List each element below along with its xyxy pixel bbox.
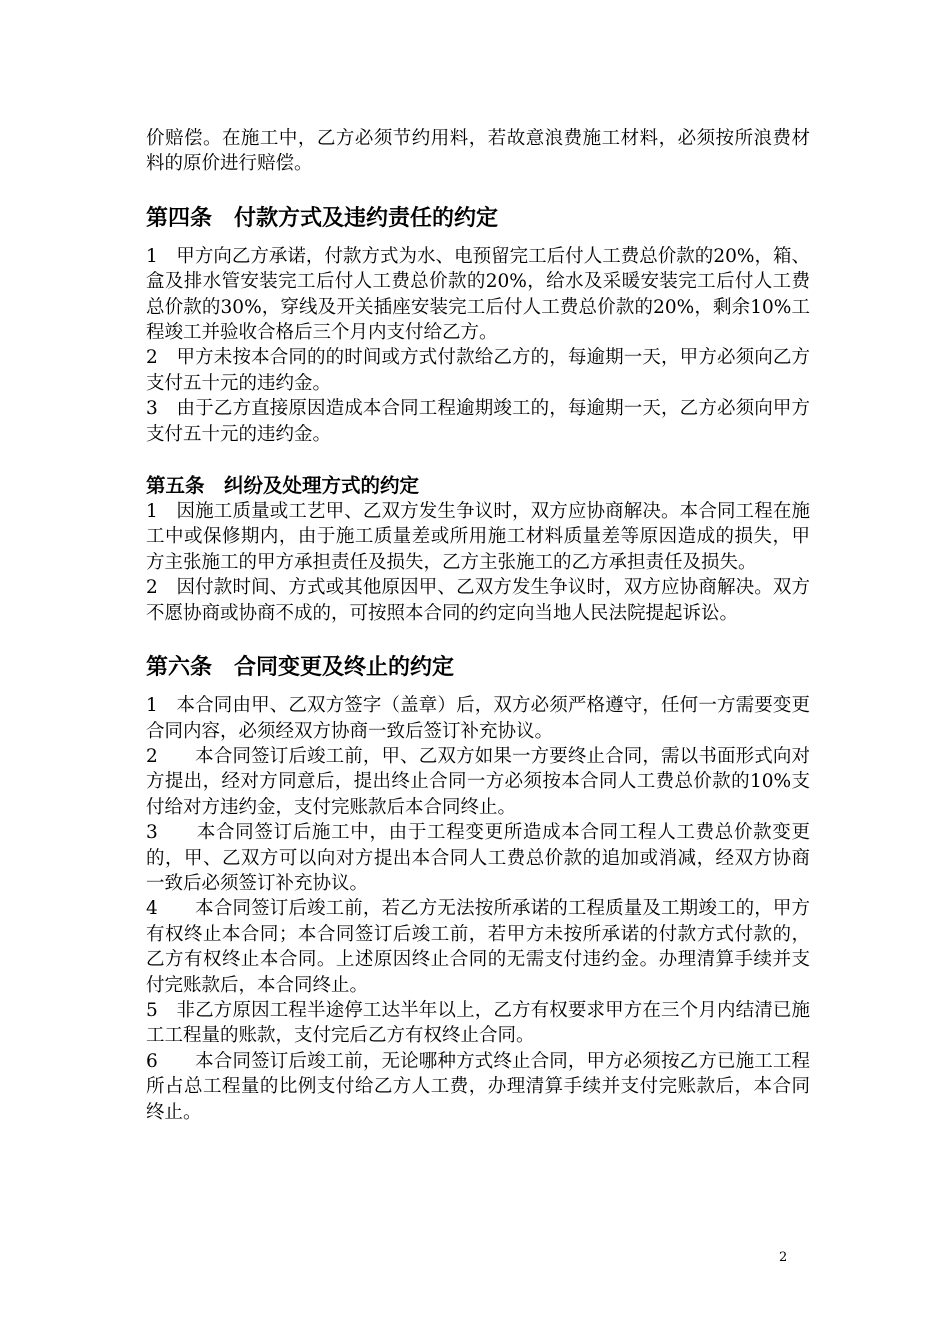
section-5-item-2: 2 因付款时间、方式或其他原因甲、乙双方发生争议时，双方应协商解决。双方不愿协商或协商不成的，可按照本合同的约定向当地人民法院提起诉讼。	[146, 577, 810, 624]
section-6-item-2: 2 本合同签订后竣工前，甲、乙双方如果一方要终止合同，需以书面形式向对方提出，经对方同意后，提出终止合同一方必须按本合同人工费总价款的10%支付给对方违约金，支付完账款后本合同终止。	[146, 745, 810, 818]
section-5-title: 第五条 纠纷及处理方式的约定	[146, 474, 420, 498]
section-6-item-4: 4 本合同签订后竣工前，若乙方无法按所承诺的工程质量及工期竣工的，甲方有权终止本合同；本合同签订后竣工前，若甲方未按所承诺的付款方式付款的，乙方有权终止本合同。上述原因终止合同的无需支付违约金。办理清算手续并支付完账款后，本合同终止。	[146, 898, 810, 996]
document-page	[146, 126, 810, 1125]
page-number: 2	[779, 1250, 788, 1265]
section-6-item-3: 3 本合同签订后施工中，由于工程变更所造成本合同工程人工费总价款变更的，甲、乙双方可以向对方提出本合同人工费总价款的追加或消减，经双方协商一致后必须签订补充协议。	[146, 822, 810, 894]
section-4-item-2: 2 甲方未按本合同的的时间或方式付款给乙方的，每逾期一天，甲方必须向乙方支付五十元的违约金。	[146, 347, 810, 394]
section-4-title: 第四条 付款方式及违约责任的约定	[146, 204, 499, 231]
section-6-item-5: 5 非乙方原因工程半途停工达半年以上，乙方有权要求甲方在三个月内结清已施工工程量的账款，支付完后乙方有权终止合同。	[146, 999, 810, 1047]
section-6-item-1: 1 本合同由甲、乙双方签字（盖章）后，双方必须严格遵守，任何一方需要变更合同内容，必须经双方协商一致后签订补充协议。	[146, 695, 810, 742]
section-4-item-1: 1 甲方向乙方承诺，付款方式为水、电预留完工后付人工费总价款的20%，箱、盒及排水管安装完工后付人工费总价款的20%，给水及采暖安装完工后付人工费总价款的30%，穿线及开关插座安装完工后付人工费总价款的20%，剩余10%工程竣工并验收合格后三个月内支付给乙方。	[146, 245, 810, 344]
intro-paragraph: 价赔偿。在施工中，乙方必须节约用料，若故意浪费施工材料，必须按所浪费材料的原价进行赔偿。	[146, 128, 810, 175]
section-5-item-1: 1 因施工质量或工艺甲、乙双方发生争议时，双方应协商解决。本合同工程在施工中或保修期内，由于施工质量差或所用施工材料质量差等原因造成的损失，甲方主张施工的甲方承担责任及损失，乙方主张施工的乙方承担责任及损失。	[146, 501, 810, 573]
section-4-item-3: 3 由于乙方直接原因造成本合同工程逾期竣工的，每逾期一天，乙方必须向甲方支付五十元的违约金。	[146, 398, 810, 445]
section-6-item-6: 6 本合同签订后竣工前，无论哪种方式终止合同，甲方必须按乙方已施工工程所占总工程量的比例支付给乙方人工费，办理清算手续并支付完账款后，本合同终止。	[146, 1050, 810, 1123]
section-6-title: 第六条 合同变更及终止的约定	[146, 654, 455, 681]
